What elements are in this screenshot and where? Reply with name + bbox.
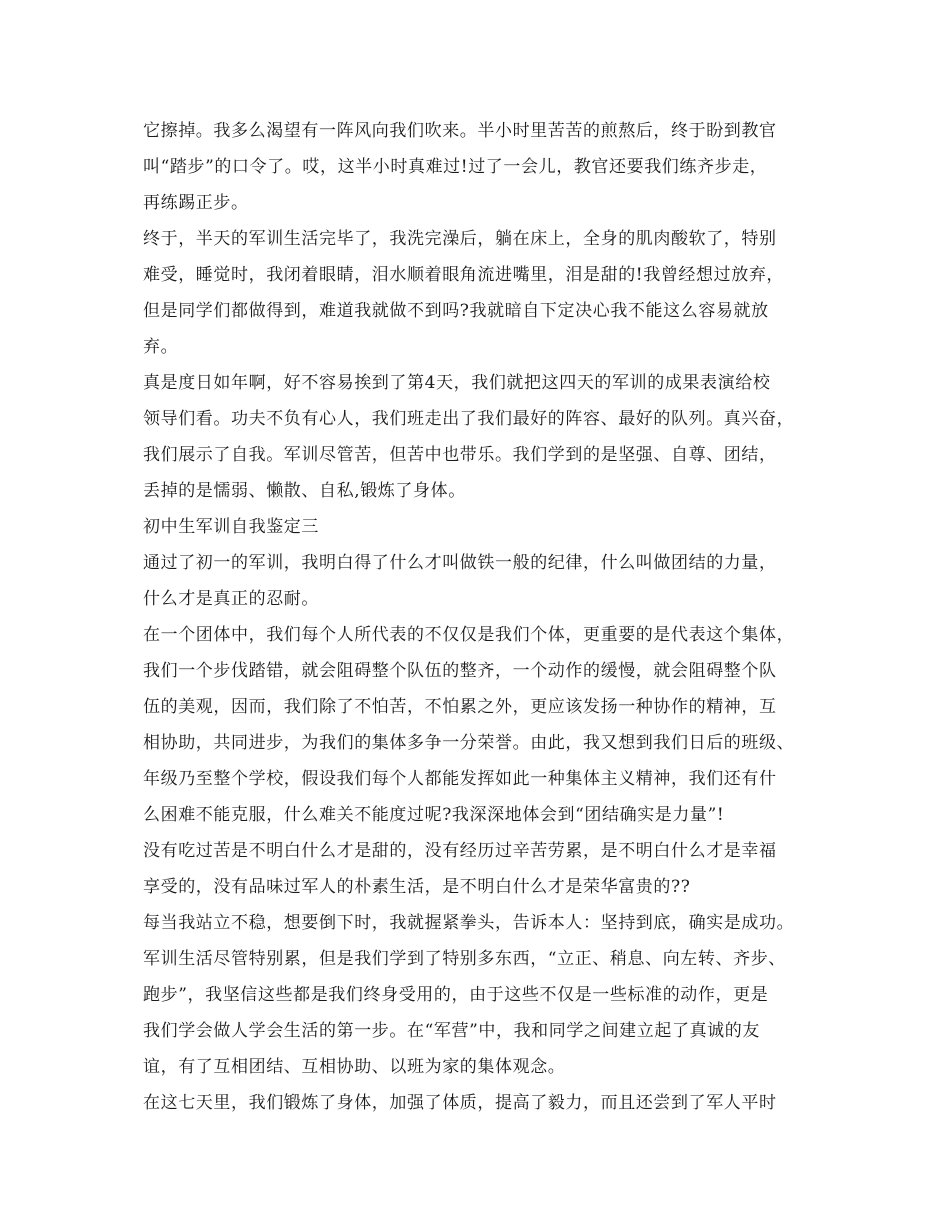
text-line: 享受的，没有品味过军人的朴素生活，是不明白什么才是荣华富贵的?? [143,877,691,897]
text-line: 谊，有了互相团结、互相协助、以班为家的集体观念。 [143,1057,566,1077]
text-line: 军训生活尽管特别累，但是我们学到了特别多东西，“立正、稍息、向左转、齐步、 [143,949,786,969]
text-line: 我们一个步伐踏错，就会阻碍整个队伍的整齐，一个动作的缓慢，就会阻碍整个队 [143,661,777,681]
text-line: 但是同学们都做得到，难道我就做不到吗?我就暗自下定决心我不能这么容易就放 [143,301,769,321]
section-heading: 初中生军训自我鉴定三 [143,517,319,537]
text-line: 每当我站立不稳，想要倒下时，我就握紧拳头，告诉本人：坚持到底，确实是成功。 [143,913,795,933]
text-line: 叫“踏步”的口令了。哎，这半小时真难过!过了一会儿，教官还要我们练齐步走， [143,157,768,177]
text-line: 终于，半天的军训生活完毕了，我洗完澡后，躺在床上，全身的肌肉酸软了，特别 [143,229,777,249]
text-line: 相协助，共同进步，为我们的集体多争一分荣誉。由此，我又想到我们日后的班级、 [143,733,795,753]
text-line: 在一个团体中，我们每个人所代表的不仅仅是我们个体，更重要的是代表这个集体， [143,625,795,645]
text-line: 丢掉的是懦弱、懒散、自私,锻炼了身体。 [143,481,466,501]
document-body [143,113,823,1121]
text-line: 弃。 [143,337,179,357]
text-line: 我们学会做人学会生活的第一步。在“军营”中，我和同学之间建立起了真诚的友 [143,1021,760,1041]
text-line: 伍的美观，因而，我们除了不怕苦，不怕累之外，更应该发扬一种协作的精神，互 [143,697,777,717]
text-line: 它擦掉。我多么渴望有一阵风向我们吹来。半小时里苦苦的煎熬后，终于盼到教官 [143,121,777,141]
text-line: 什么才是真正的忍耐。 [143,589,319,609]
text-line: 再练踢正步。 [143,193,249,213]
text-line: 通过了初一的军训，我明白得了什么才叫做铁一般的纪律，什么叫做团结的力量， [143,553,777,573]
text-line: 么困难不能克服，什么难关不能度过呢?我深深地体会到“团结确实是力量”! [143,805,725,825]
text-line: 我们展示了自我。军训尽管苦，但苦中也带乐。我们学到的是坚强、自尊、团结， [143,445,777,465]
text-line: 年级乃至整个学校，假设我们每个人都能发挥如此一种集体主义精神，我们还有什 [143,769,777,789]
text-line: 没有吃过苦是不明白什么才是甜的，没有经历过辛苦劳累，是不明白什么才是幸福 [143,841,777,861]
text-line: 难受，睡觉时，我闭着眼睛，泪水顺着眼角流进嘴里，泪是甜的!我曾经想过放弃， [143,265,785,285]
text-line: 跑步”，我坚信这些都是我们终身受用的，由于这些不仅是一些标准的动作，更是 [143,985,769,1005]
text-line: 在这七天里，我们锻炼了身体，加强了体质，提高了毅力，而且还尝到了军人平时 [143,1093,777,1113]
text-line: 领导们看。功夫不负有心人，我们班走出了我们最好的阵容、最好的队列。真兴奋， [143,409,795,429]
text-line: 真是度日如年啊，好不容易挨到了第4天，我们就把这四天的军训的成果表演给校 [143,373,771,393]
